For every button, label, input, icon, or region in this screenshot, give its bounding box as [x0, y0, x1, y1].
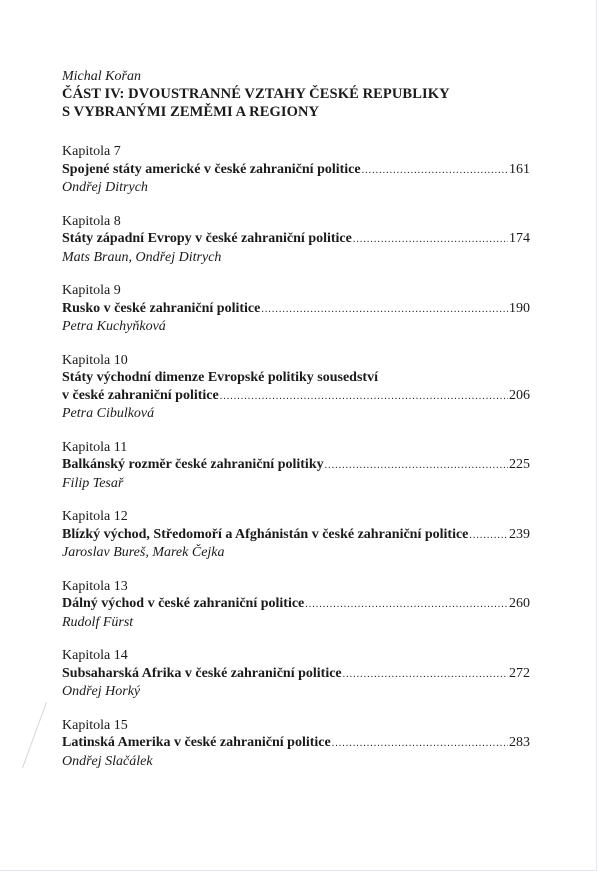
- dot-leader: [220, 388, 508, 406]
- toc-entry[interactable]: [62, 578, 530, 632]
- page-number: 206: [509, 387, 530, 403]
- page-number: 190: [509, 300, 530, 316]
- chapter-title-row: [62, 456, 530, 475]
- chapter-title-row: [62, 526, 530, 545]
- toc-entry[interactable]: [62, 508, 530, 562]
- chapter-label: Kapitola 14: [62, 648, 128, 663]
- chapter-title: Dálný východ v české zahraniční politice: [62, 596, 305, 611]
- chapter-title: Spojené státy americké v české zahraniční politice: [62, 161, 361, 177]
- chapter-authors: Filip Tesař: [62, 475, 124, 491]
- chapter-title-line-1: Státy východní dimenze Evropské politiky sousedství: [62, 370, 378, 385]
- chapter-label: Kapitola 15: [62, 717, 128, 733]
- chapter-authors: Petra Kuchyňková: [62, 319, 166, 334]
- dot-leader: [261, 301, 508, 319]
- chapter-label: Kapitola 10: [62, 352, 128, 368]
- dot-leader: [362, 162, 508, 180]
- toc-entry[interactable]: [62, 282, 530, 336]
- chapter-label: Kapitola 13: [62, 578, 128, 594]
- page-number: 283: [509, 735, 530, 750]
- chapter-authors: Mats Braun, Ondřej Ditrych: [62, 249, 222, 265]
- chapter-authors: Ondřej Horký: [62, 684, 141, 699]
- dot-leader: [332, 735, 508, 753]
- page-number: 225: [509, 457, 530, 472]
- toc-entry[interactable]: [62, 143, 530, 197]
- page-number: 272: [509, 665, 530, 681]
- chapter-label: Kapitola 12: [62, 509, 128, 524]
- chapter-label: Kapitola 7: [62, 144, 121, 159]
- chapter-label: Kapitola 8: [62, 213, 121, 229]
- page-number: 260: [509, 596, 530, 611]
- dot-leader: [343, 666, 508, 684]
- part-title-line-2: S VYBRANÝMI ZEMĚMI A REGIONY: [62, 104, 320, 120]
- chapter-title: Státy západní Evropy v české zahraniční politice: [62, 231, 352, 246]
- page-number: 174: [509, 231, 530, 246]
- chapter-title: v české zahraniční politice: [62, 387, 219, 403]
- chapter-title: Latinská Amerika v české zahraniční politice: [62, 735, 331, 750]
- chapter-authors: Rudolf Fürst: [62, 614, 134, 630]
- dot-leader: [353, 231, 508, 249]
- chapter-title-row: [62, 161, 530, 180]
- chapter-title-row: [62, 387, 530, 406]
- part-title-line-1: ČÁST IV: DVOUSTRANNÉ VZTAHY ČESKÉ REPUBLIKY: [62, 86, 450, 102]
- chapter-title-row: [62, 300, 530, 319]
- chapter-authors: Ondřej Ditrych: [62, 180, 148, 195]
- page-number: 239: [509, 526, 530, 542]
- dot-leader: [305, 596, 508, 614]
- toc-entry[interactable]: [62, 352, 530, 423]
- chapter-authors: Jaroslav Bureš, Marek Čejka: [62, 545, 225, 560]
- chapter-title-row: [62, 734, 530, 753]
- dot-leader: [469, 527, 508, 545]
- part-author: Michal Kořan: [62, 69, 141, 84]
- chapter-title: Blízký východ, Středomoří a Afghánistán v české zahraniční politice: [62, 526, 469, 542]
- toc-entry[interactable]: [62, 647, 530, 701]
- toc-entry[interactable]: [62, 717, 530, 771]
- chapter-authors: Petra Cibulková: [62, 406, 155, 421]
- chapter-title: Rusko v české zahraniční politice: [62, 300, 261, 316]
- page-number: 161: [509, 161, 530, 177]
- toc-entry[interactable]: [62, 439, 530, 493]
- chapter-title-row: [62, 595, 530, 614]
- chapter-authors: Ondřej Slačálek: [62, 753, 153, 769]
- chapter-label: Kapitola 9: [62, 283, 121, 298]
- toc-entry[interactable]: [62, 213, 530, 267]
- chapter-label: Kapitola 11: [62, 439, 128, 455]
- chapter-title-row: [62, 665, 530, 684]
- table-of-contents: [62, 68, 530, 770]
- chapter-title-row: [62, 230, 530, 249]
- dot-leader: [325, 457, 508, 475]
- chapter-title: Balkánský rozměr české zahraniční politiky: [62, 457, 324, 472]
- chapter-title: Subsaharská Afrika v české zahraniční politice: [62, 665, 342, 681]
